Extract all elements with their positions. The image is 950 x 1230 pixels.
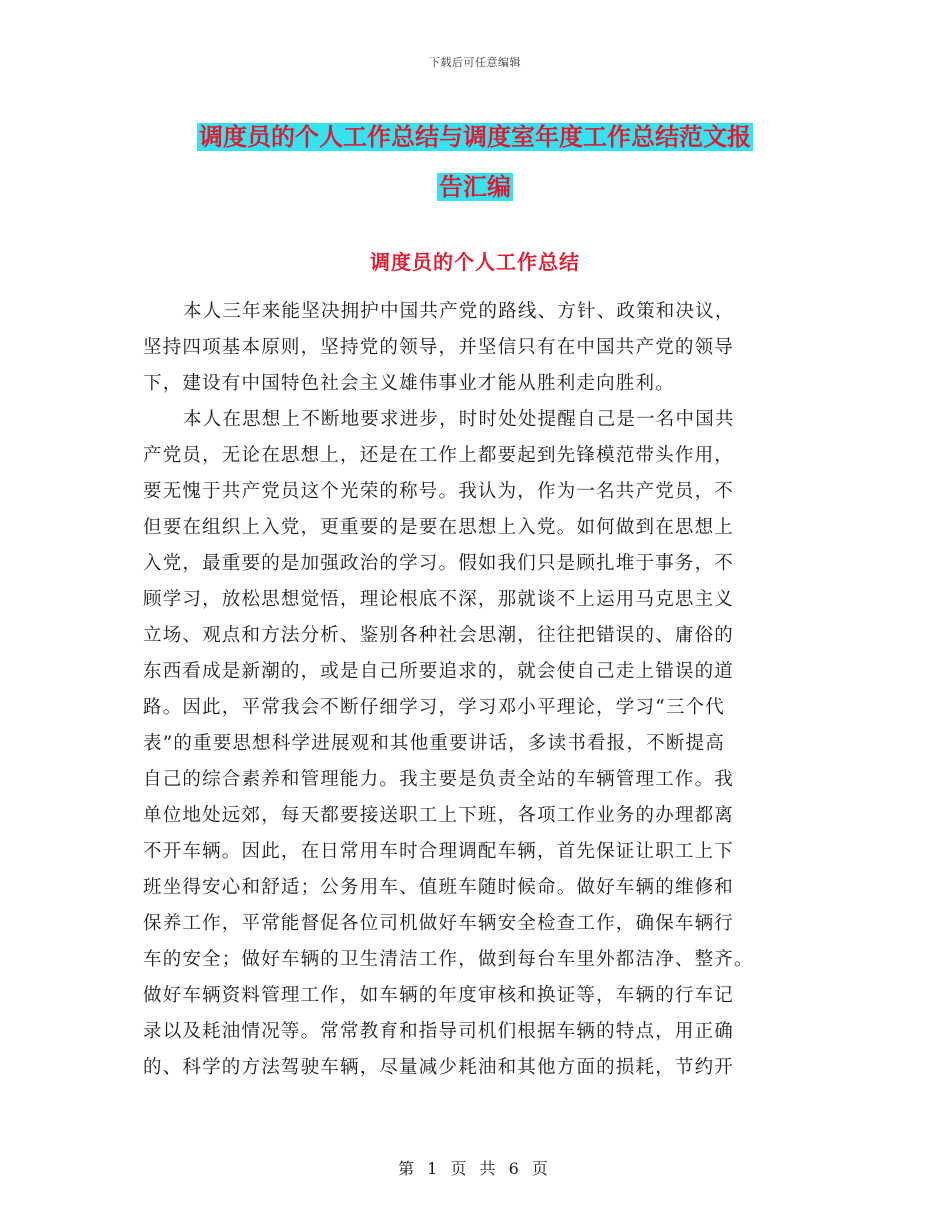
page-number: 第 1 页 共 6 页 (398, 1159, 552, 1178)
body-line: 的、科学的方法驾驶车辆，尽量减少耗油和其他方面的损耗，节约开 (143, 1057, 735, 1078)
body-line: 录以及耗油情况等。常常教育和指导司机们根据车辆的特点，用正确 (143, 1021, 735, 1042)
page-header-note: 下载后可任意编辑 (429, 56, 521, 69)
body-line: 坚持四项基本原则，坚持党的领导，并坚信只有在中国共产党的领导 (143, 337, 735, 358)
title-line-1: 调度员的个人工作总结与调度室年度工作总结范文报 (199, 123, 751, 151)
body-line: 东西看成是新潮的，或是自己所要追求的，就会使自己走上错误的道 (143, 661, 735, 682)
body-line: 保养工作，平常能督促各位司机做好车辆安全检查工作，确保车辆行 (143, 913, 735, 934)
body-line: 做好车辆资料管理工作，如车辆的年度审核和换证等，车辆的行车记 (143, 985, 735, 1006)
title-line-2: 告汇编 (439, 173, 511, 201)
body-line: 自己的综合素养和管理能力。我主要是负责全站的车辆管理工作。我 (143, 769, 735, 790)
body-line: 不开车辆。因此，在日常用车时合理调配车辆，首先保证让职工上下 (143, 841, 735, 862)
body-line: 入党，最重要的是加强政治的学习。假如我们只是顾扎堆于事务，不 (143, 553, 735, 574)
body-line: 班坐得安心和舒适；公务用车、值班车随时候命。做好车辆的维修和 (143, 877, 735, 898)
body-line: 表”的重要思想科学进展观和其他重要讲话，多读书看报，不断提高 (143, 733, 725, 754)
body-line: 本人三年来能坚决拥护中国共产党的路线、方针、政策和决议， (183, 301, 735, 322)
section-heading: 调度员的个人工作总结 (370, 250, 580, 274)
body-line: 本人在思想上不断地要求进步，时时处处提醒自己是一名中国共 (183, 409, 735, 430)
body-line: 顾学习，放松思想觉悟，理论根底不深，那就谈不上运用马克思主义 (143, 589, 735, 610)
body-line: 下，建设有中国特色社会主义雄伟事业才能从胜利走向胜利。 (143, 373, 675, 394)
body-line: 立场、观点和方法分析、鉴别各种社会思潮，往往把错误的、庸俗的 (143, 625, 735, 646)
body-line: 产党员，无论在思想上，还是在工作上都要起到先锋模范带头作用， (143, 445, 735, 466)
body-line: 要无愧于共产党员这个光荣的称号。我认为，作为一名共产党员，不 (143, 481, 735, 502)
body-line: 车的安全；做好车辆的卫生清洁工作，做到每台车里外都洁净、整齐。 (143, 949, 754, 970)
body-line: 但要在组织上入党，更重要的是要在思想上入党。如何做到在思想上 (143, 517, 735, 538)
body-line: 路。因此，平常我会不断仔细学习，学习邓小平理论，学习“三个代 (143, 697, 725, 718)
document-title (0, 112, 950, 212)
body-text (143, 294, 808, 1086)
body-line: 单位地处远郊，每天都要接送职工上下班，各项工作业务的办理都离 (143, 805, 735, 826)
